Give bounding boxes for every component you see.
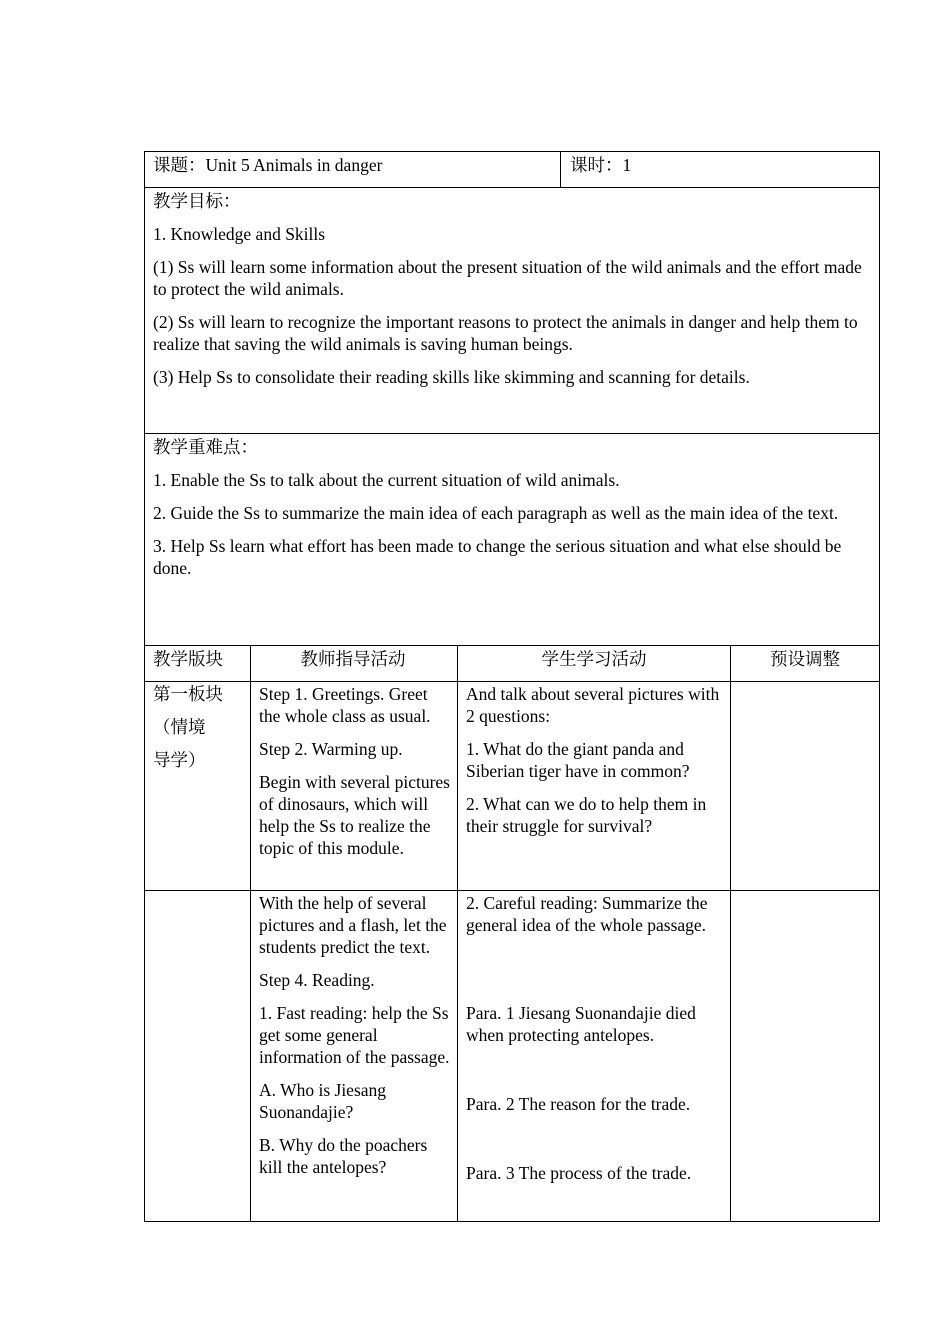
row-divider (144, 645, 880, 646)
objective-item: 1. Knowledge and Skills (153, 224, 326, 244)
column-header-student: 学生学习活动 (541, 649, 647, 669)
section-label-line: 导学） (153, 750, 206, 770)
column-header-section: 教学版块 (153, 649, 223, 669)
student-activity: 2. What can we do to help them in their struggle for survival? (466, 794, 707, 836)
teacher-activity: B. Why do the poachers kill the antelopes? (259, 1135, 428, 1177)
column-header-adjustment: 预设调整 (770, 649, 840, 669)
student-activity: Para. 2 The reason for the trade. (466, 1094, 691, 1114)
section-label-line: （情境 (153, 717, 206, 737)
teacher-activity: Begin with several pictures of dinosaurs, which will help the Ss to realize the topic of this module. (259, 772, 450, 858)
teacher-activities-cell (259, 892, 451, 1189)
teacher-activity: Step 2. Warming up. (259, 739, 403, 759)
keypoint-item: 3. Help Ss learn what effort has been made to change the serious situation and what else should be done. (153, 536, 842, 578)
column-header-teacher: 教师指导活动 (300, 649, 406, 669)
section-label-line: 第一板块 (153, 684, 223, 704)
col-divider (250, 645, 251, 1222)
objective-item: (2) Ss will learn to recognize the important reasons to protect the animals in danger and help them to realize that saving the wild animals is saving human beings. (153, 312, 858, 354)
keypoints-heading: 教学重难点： (153, 437, 258, 457)
teacher-activity: With the help of several pictures and a flash, let the students predict the text. (259, 893, 447, 957)
section-label (153, 683, 245, 782)
teacher-activity: Step 4. Reading. (259, 970, 375, 990)
keypoint-item: 2. Guide the Ss to summarize the main idea of each paragraph as well as the main idea of the text. (153, 503, 839, 523)
student-activity: Para. 3 The process of the trade. (466, 1163, 692, 1183)
teacher-activity: A. Who is Jiesang Suonandajie? (259, 1080, 387, 1122)
row-divider (144, 890, 880, 891)
teacher-activity: 1. Fast reading: help the Ss get some general information of the passage. (259, 1003, 450, 1067)
objectives-section (153, 190, 871, 399)
student-activities-cell (466, 683, 724, 848)
col-divider (560, 151, 561, 187)
row-divider (144, 681, 880, 682)
row-divider (144, 433, 880, 434)
objectives-heading: 教学目标： (153, 191, 241, 211)
objective-item: (3) Help Ss to consolidate their reading skills like skimming and scanning for details. (153, 367, 750, 387)
lesson-period: 课时：1 (570, 155, 632, 175)
student-activity: Para. 1 Jiesang Suonandajie died when protecting antelopes. (466, 1003, 696, 1045)
teacher-activity: Step 1. Greetings. Greet the whole class as usual. (259, 684, 431, 726)
keypoint-item: 1. Enable the Ss to talk about the current situation of wild animals. (153, 470, 620, 490)
student-activity: 1. What do the giant panda and Siberian tiger have in common? (466, 739, 690, 781)
col-divider (730, 645, 731, 1222)
student-activity: And talk about several pictures with 2 questions: (466, 684, 720, 726)
lesson-topic: 课题：Unit 5 Animals in danger (153, 155, 383, 175)
objective-item: (1) Ss will learn some information about the present situation of the wild animals and the effort made to protect the wild animals. (153, 257, 862, 299)
teacher-activities-cell (259, 683, 451, 870)
row-divider (144, 187, 880, 188)
student-activity: 2. Careful reading: Summarize the general idea of the whole passage. (466, 893, 708, 935)
col-divider (457, 645, 458, 1222)
keypoints-section (153, 436, 871, 590)
